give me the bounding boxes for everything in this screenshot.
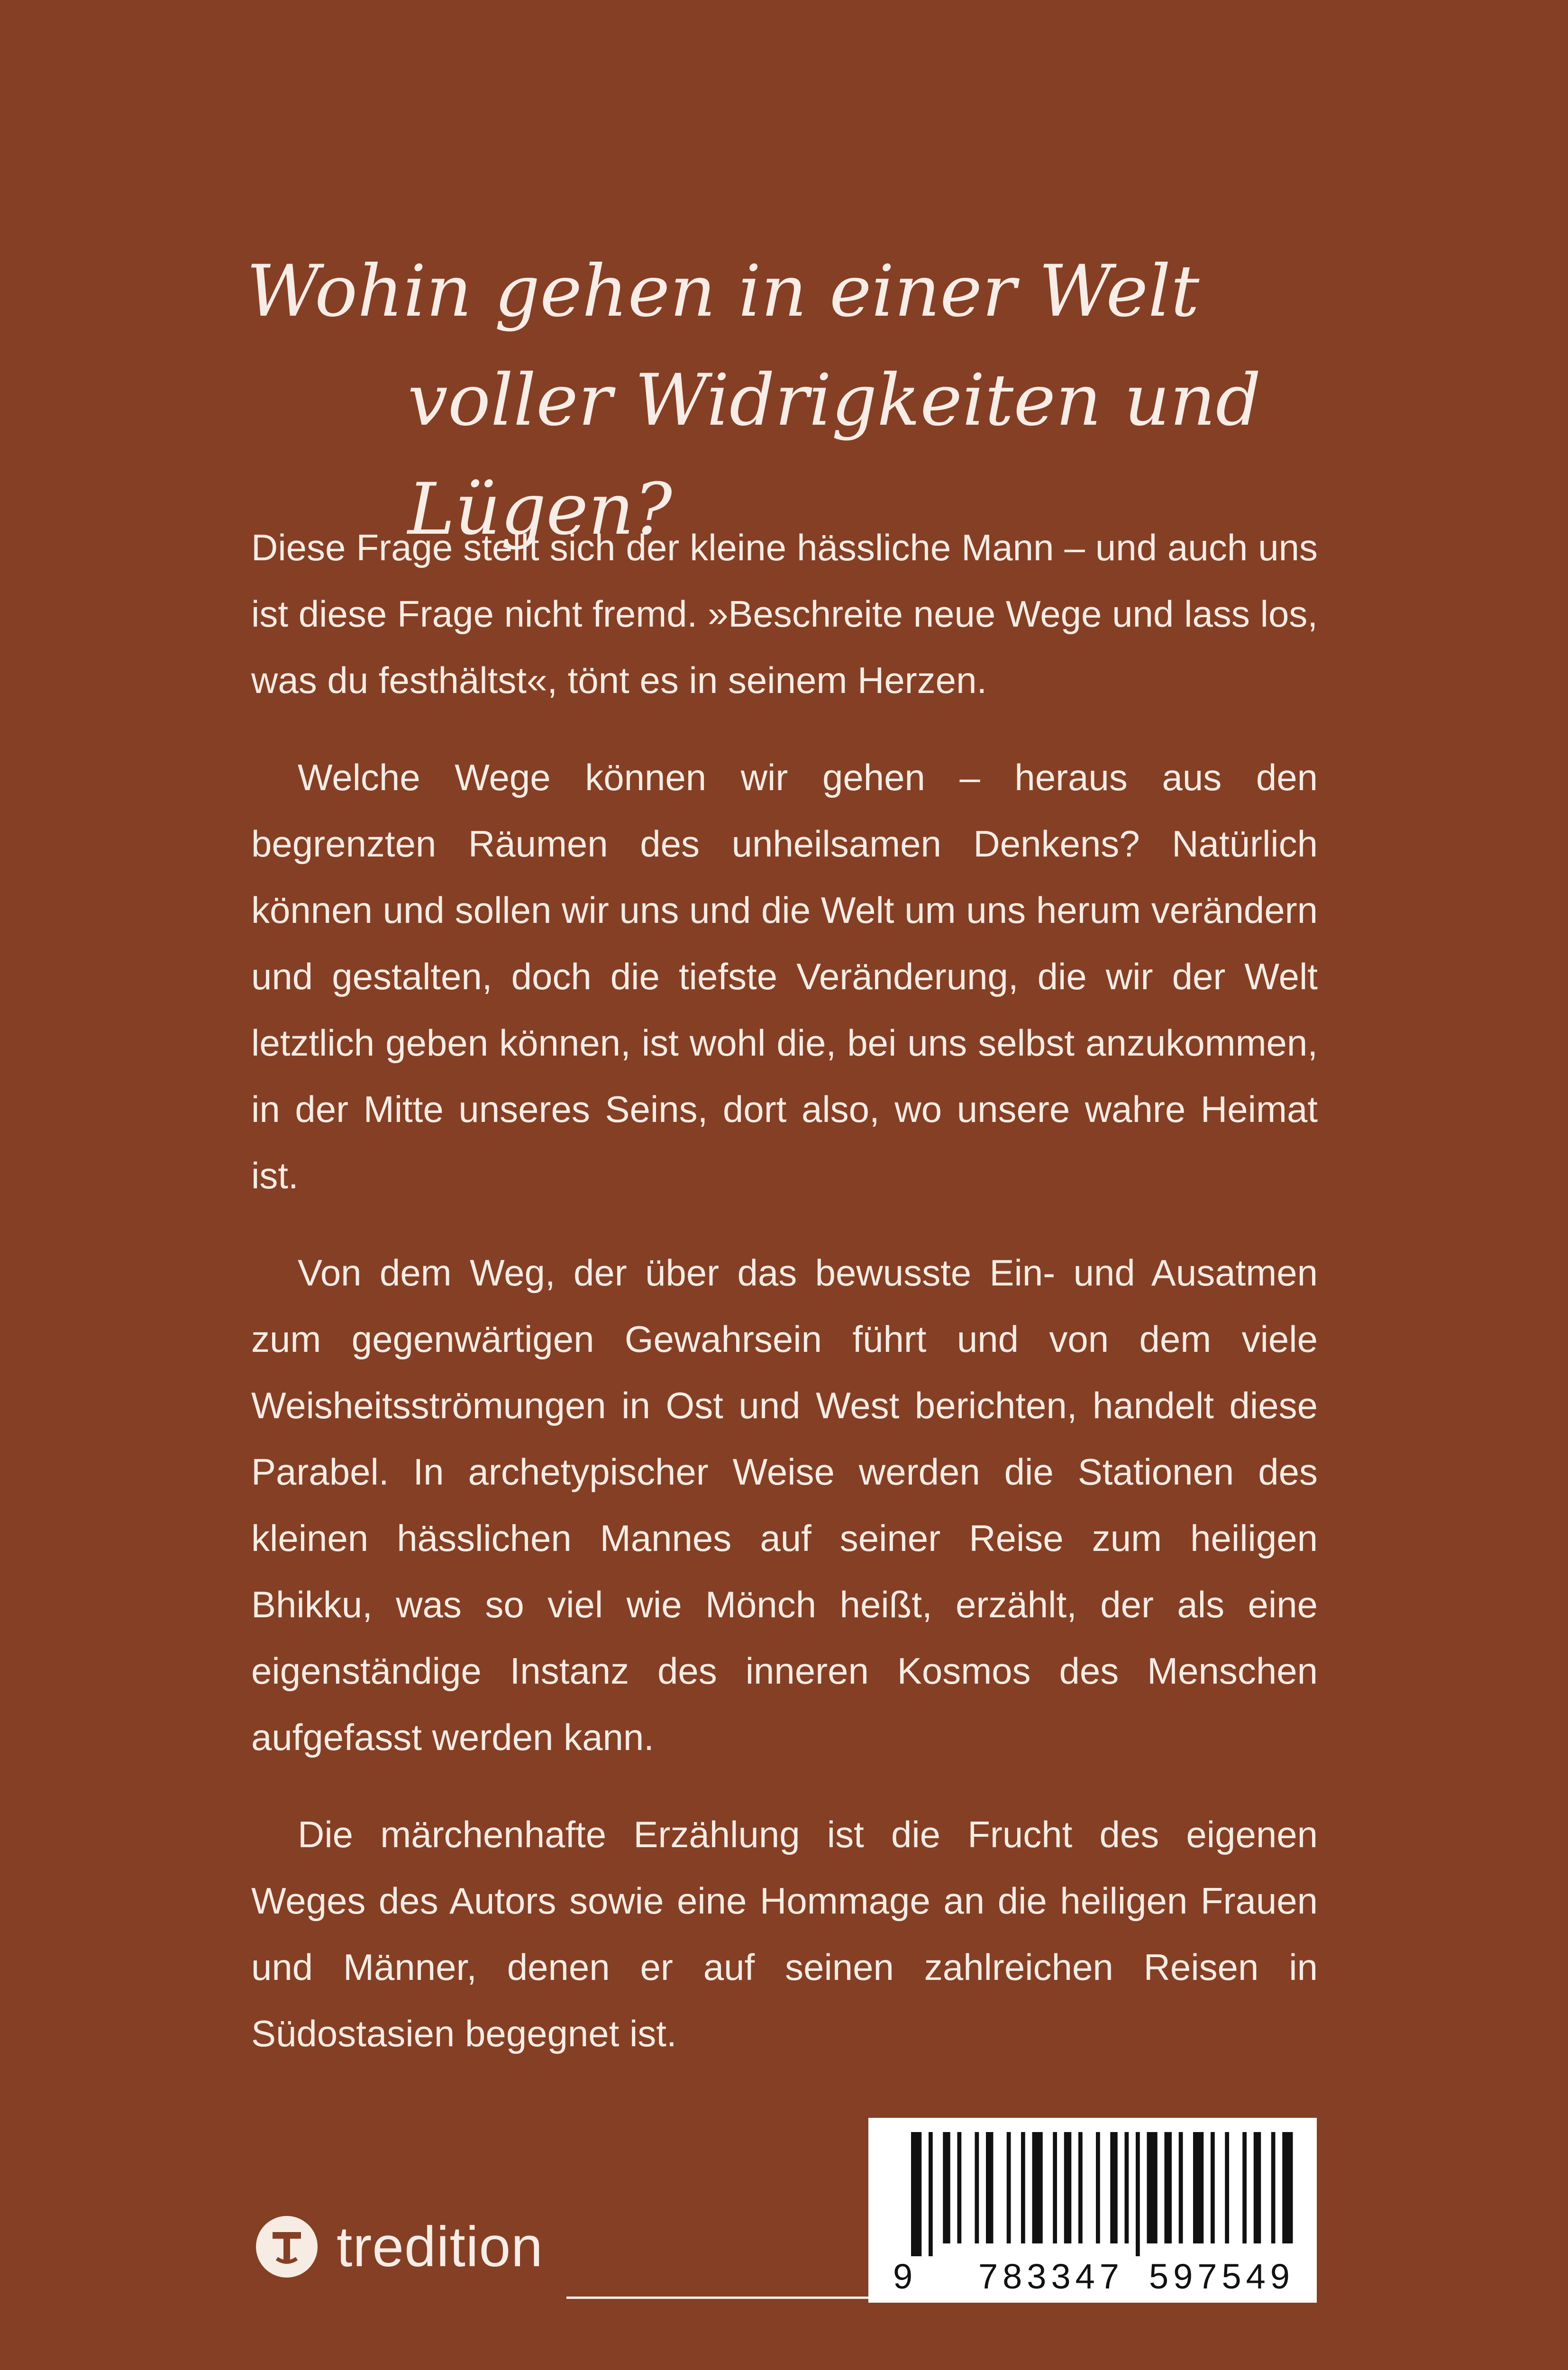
barcode-bar [1147,2132,1158,2243]
barcode-bar [1225,2132,1229,2243]
barcode-bar [1007,2132,1011,2243]
headline-line-2: voller Widrigkeiten und Lügen? [408,359,1261,551]
publisher-name: tredition [337,2215,543,2279]
barcode-bar [1110,2132,1118,2243]
barcode-bar [911,2132,921,2256]
barcode-bar [1096,2132,1100,2243]
barcode-bar [1136,2132,1140,2256]
barcode-bar [975,2132,979,2243]
barcode-bar [1021,2132,1025,2243]
barcode-bar [1271,2132,1276,2243]
publisher-logo [256,2199,543,2294]
barcode-bar [943,2132,950,2243]
barcode-bar [1211,2132,1215,2243]
blurb-paragraph-1: Diese Frage stellt sich der kleine hässliche Mann – und auch uns ist diese Frage nicht fremd. »Beschreite neue Wege und lass los, was du festhältst«, tönt es in seinem Herzen. [251,527,1318,701]
barcode-bar [929,2132,933,2256]
blurb-paragraph-3: Von dem Weg, der über das bewusste Ein- und Ausatmen zum gegenwärtigen Gewahrsein führt und von dem viele Weisheitsströmungen in Ost und West berichten, handelt diese Parabel. In archetypischer Weise werden die Stationen des kleinen hässlichen Mannes auf seiner Reise zum heiligen Bhikku, was so viel wie Mönch heißt, erzählt, der als eine eigenständige Instanz des inneren Kosmos des Menschen aufgefasst werden kann. [251,1252,1318,1758]
barcode-bar [1165,2132,1172,2243]
barcode-bar [1125,2132,1129,2243]
tredition-t-logo-icon [256,2216,318,2278]
divider-line [566,2297,870,2299]
barcode-bar [1064,2132,1072,2243]
blurb-paragraph-2: Welche Wege können wir gehen – heraus aus den begrenzten Räumen des unheilsamen Denkens? Natürlich können und sollen wir uns und die Welt um uns herum verändern und gestalten, doch die tiefste Veränderung, die wir der Welt letztlich geben können, ist wohl die, bei uns selbst anzukommen, in der Mitte unseres Seins, dort also, wo unsere wahre Heimat ist. [251,757,1318,1196]
barcode-bar [1193,2132,1203,2243]
barcode-bar [986,2132,994,2243]
barcode-bar [957,2132,962,2243]
barcode-bar [1032,2132,1043,2243]
barcode-bar [1242,2132,1247,2243]
blurb [251,514,1318,2097]
isbn-barcode [868,2118,1317,2303]
headline-line-1: Wohin gehen in einer Welt [246,250,1200,333]
barcode-bar [1282,2132,1293,2243]
barcode-digits-left: 783347 [978,2257,1124,2296]
barcode-bar [1179,2132,1183,2243]
barcode-digit-first: 9 [893,2257,918,2296]
barcode-digits-right: 597549 [1149,2257,1295,2296]
barcode-bar [1254,2132,1261,2243]
blurb-paragraph-4: Die märchenhafte Erzählung ist die Frucht des eigenen Weges des Autors sowie eine Hommage an die heiligen Frauen und Männer, denen er auf seinen zahlreichen Reisen in Südostasien begegnet ist. [251,1814,1318,2054]
barcode-bar [1078,2132,1083,2243]
barcode-bar [1053,2132,1057,2243]
